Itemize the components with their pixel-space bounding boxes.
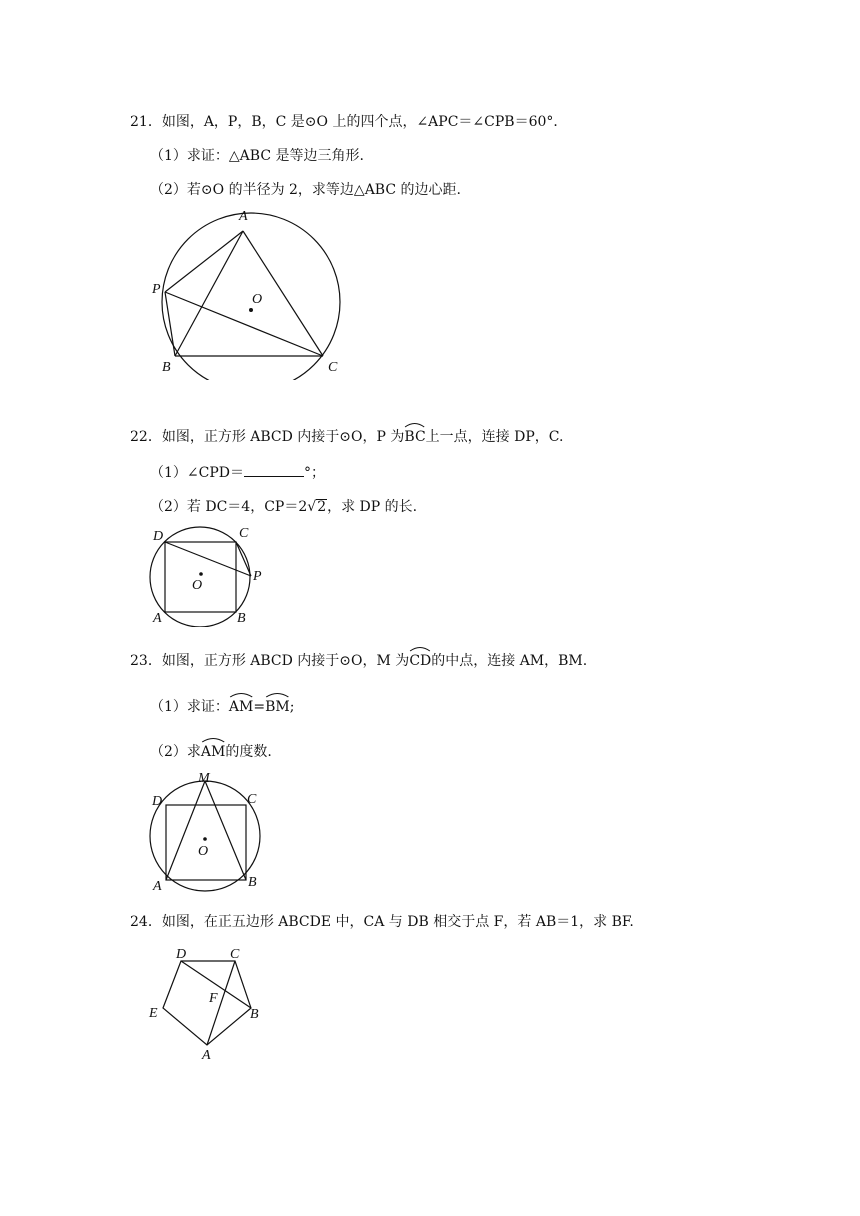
q22-part2: （2）若 DC＝4，CP＝2√2，求 DP 的长. xyxy=(150,499,418,515)
q23-label-a: A xyxy=(153,879,162,893)
q22-stem: 22．如图，正方形 ABCD 内接于⊙O，P 为 BC上一点，连接 DP，C. xyxy=(130,424,563,446)
q24-label-a: A xyxy=(202,1048,211,1063)
q24-stem: 24．如图，在正五边形 ABCDE 中，CA 与 DB 相交于点 F，若 AB＝1，求 BF. xyxy=(130,914,634,930)
q23-label-c: C xyxy=(247,792,257,807)
q23-label-d: D xyxy=(152,794,163,809)
q23-stem: 23．如图，正方形 ABCD 内接于⊙O，M 为 CD的中点，连接 AM，BM. xyxy=(130,648,587,670)
q22-label-o: O xyxy=(192,578,203,593)
q23-arc-cd: CD xyxy=(409,648,431,670)
q23-arc-am-2: AM xyxy=(201,739,225,761)
q23-label-b: B xyxy=(248,875,257,890)
q23-label-o: O xyxy=(198,844,209,859)
q22-label-d: D xyxy=(153,529,164,544)
q21-part1: （1）求证：△ABC 是等边三角形. xyxy=(150,148,364,164)
q22-arc-bc: BC xyxy=(404,424,425,446)
q22-label-b: B xyxy=(237,611,246,626)
q21-figure xyxy=(140,205,360,380)
q23-figure xyxy=(145,768,275,893)
q21-label-a: A xyxy=(239,209,248,224)
q23-part1: （1）求证： AM= BM; xyxy=(150,694,294,716)
q22-label-p: P xyxy=(253,569,262,584)
q22-label-c: C xyxy=(239,526,249,541)
q21-label-c: C xyxy=(328,360,338,375)
q21-label-p: P xyxy=(152,282,161,297)
q21-label-b: B xyxy=(162,360,171,375)
q22-part1: （1）∠CPD＝ °； xyxy=(150,465,325,481)
q24-label-c: C xyxy=(230,947,240,962)
q23-arc-am: AM xyxy=(229,694,253,716)
q24-label-e: E xyxy=(149,1006,158,1021)
q24-label-d: D xyxy=(176,947,187,962)
q22-label-a: A xyxy=(153,611,162,626)
q24-label-f: F xyxy=(209,991,218,1006)
q22-answer-blank xyxy=(244,464,304,477)
q21-label-o: O xyxy=(252,292,263,307)
q23-arc-bm: BM xyxy=(265,694,290,716)
q23-part2: （2）求 AM的度数. xyxy=(150,739,272,761)
q21-part2: （2）若⊙O 的半径为 2，求等边△ABC 的边心距. xyxy=(150,182,461,198)
q23-label-m: M xyxy=(198,771,210,786)
q21-stem: 21．如图，A，P，B，C 是⊙O 上的四个点，∠APC＝∠CPB＝60°． xyxy=(130,114,568,130)
q22-figure xyxy=(145,522,275,627)
q24-figure xyxy=(140,940,275,1065)
q24-label-b: B xyxy=(250,1007,259,1022)
